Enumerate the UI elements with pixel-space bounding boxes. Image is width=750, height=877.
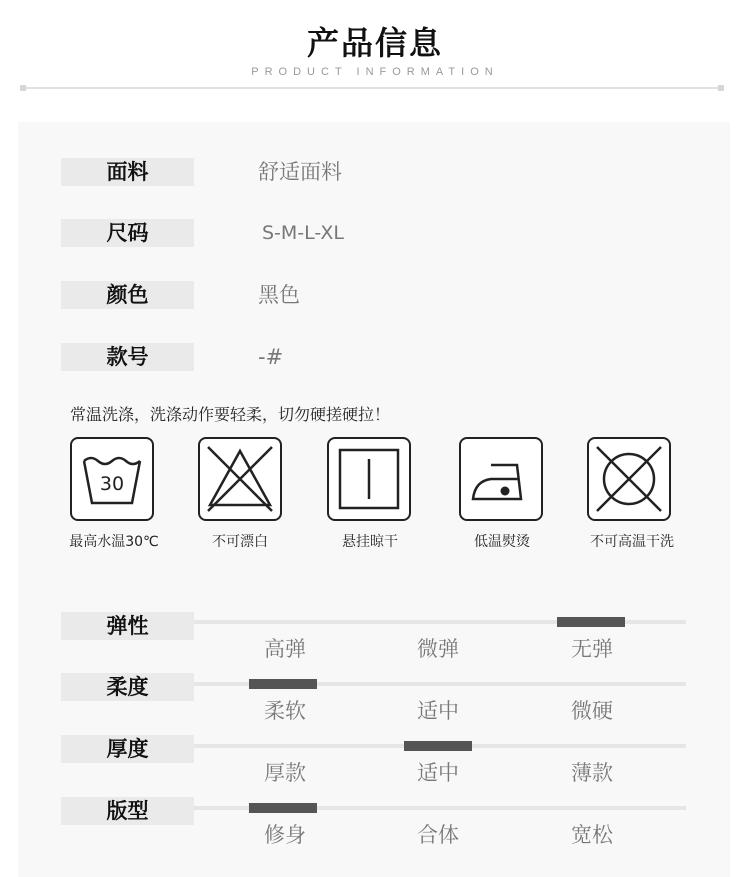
attr-label-elasticity: 弹性 [61,612,194,640]
care-note: 常温洗涤，洗涤动作要轻柔，切勿硬搓硬拉！ [70,405,391,424]
attr-option-softness-3: 微硬 [571,699,613,723]
care-label-wash: 最高水温30℃ [69,534,159,550]
hang-dry-icon [327,437,411,521]
attr-option-thickness-1: 厚款 [264,761,306,785]
low-iron-icon [459,437,543,521]
care-label-hang-dry: 悬挂晾干 [342,534,398,550]
attr-marker-elasticity [557,617,625,627]
info-label-color: 颜色 [61,281,194,309]
attr-option-thickness-2: 适中 [417,761,459,785]
attr-option-elasticity-1: 高弹 [264,637,306,661]
page-subtitle: PRODUCT INFORMATION [251,66,499,78]
care-label-iron: 低温熨烫 [474,534,530,550]
attr-label-thickness: 厚度 [61,735,194,763]
header-divider [22,87,722,89]
attr-marker-softness [249,679,317,689]
page-title: 产品信息 [306,24,443,62]
attr-option-fit-3: 宽松 [571,823,613,847]
attr-option-softness-1: 柔软 [264,699,306,723]
attr-label-softness: 柔度 [61,673,194,701]
attr-option-fit-2: 合体 [417,823,459,847]
info-value-size: S-M-L-XL [262,222,344,244]
wash-30-icon [70,437,154,521]
svg-text:30: 30 [99,473,125,495]
care-label-bleach: 不可漂白 [212,534,268,550]
attr-option-elasticity-2: 微弹 [417,637,459,661]
no-bleach-icon [198,437,282,521]
info-value-style-number: -# [258,345,284,369]
attr-option-softness-2: 适中 [417,699,459,723]
attr-option-thickness-3: 薄款 [571,761,613,785]
info-label-size: 尺码 [61,219,194,247]
attr-marker-fit [249,803,317,813]
info-label-fabric: 面料 [61,158,194,186]
attr-label-fit: 版型 [61,797,194,825]
care-label-dry-clean: 不可高温干洗 [590,534,674,550]
no-dry-clean-icon [587,437,671,521]
info-value-color: 黑色 [258,283,300,307]
attr-option-fit-1: 修身 [264,823,306,847]
attr-marker-thickness [404,741,472,751]
info-value-fabric: 舒适面料 [258,160,342,184]
attr-option-elasticity-3: 无弹 [571,637,613,661]
info-label-style-number: 款号 [61,343,194,371]
